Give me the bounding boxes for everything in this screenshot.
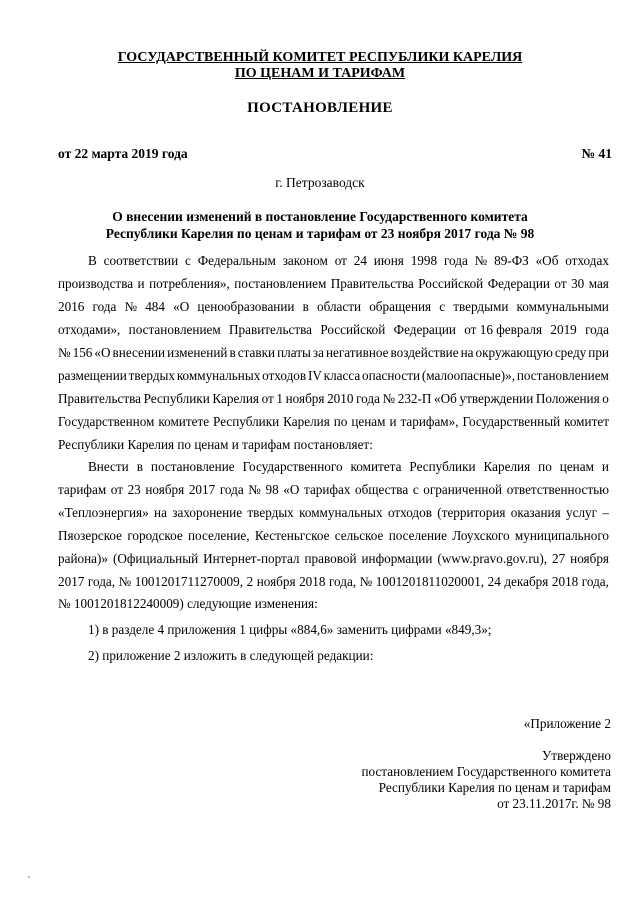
word: постановлением bbox=[516, 368, 609, 383]
word: Правительства bbox=[229, 322, 313, 337]
word: в bbox=[302, 299, 309, 314]
word: комитет bbox=[564, 414, 609, 429]
approved-by-line2: Республики Карелия по ценам и тарифам bbox=[378, 780, 611, 795]
word: № bbox=[58, 345, 71, 360]
word: о bbox=[602, 391, 609, 406]
word: IV bbox=[307, 368, 322, 383]
justified-line bbox=[58, 345, 609, 361]
word: комитета bbox=[350, 459, 402, 474]
word: опасности bbox=[362, 368, 421, 383]
word: постановлением bbox=[128, 322, 221, 337]
word: области bbox=[316, 299, 362, 314]
word: (территория bbox=[437, 505, 506, 520]
word: поселение bbox=[388, 528, 447, 543]
word: ограниченной bbox=[423, 482, 503, 497]
word: 156 bbox=[72, 345, 93, 360]
word: отходах bbox=[565, 253, 609, 268]
word: постановление bbox=[150, 459, 235, 474]
word: и bbox=[389, 414, 397, 429]
word: с bbox=[185, 253, 191, 268]
word: соответствии bbox=[103, 253, 179, 268]
word: 30 bbox=[571, 276, 585, 291]
word: года bbox=[585, 322, 609, 337]
word: № bbox=[359, 574, 373, 589]
org-name-line2: ПО ЦЕНАМ И ТАРИФАМ bbox=[234, 66, 406, 81]
word: размещении bbox=[58, 368, 127, 383]
document-number: № 41 bbox=[581, 146, 612, 161]
word: года bbox=[219, 482, 244, 497]
word: негативное bbox=[325, 345, 389, 360]
word: коммунальными bbox=[516, 299, 609, 314]
word: ценам bbox=[351, 414, 386, 429]
word: от bbox=[554, 276, 567, 291]
word: окружающую bbox=[475, 345, 553, 360]
word: 24 bbox=[487, 574, 501, 589]
word: ценам bbox=[559, 459, 594, 474]
word: 2 bbox=[246, 574, 254, 589]
word: 1001201711270009, bbox=[134, 574, 244, 589]
word: 232-П bbox=[397, 391, 432, 406]
approved-by-line1: постановлением Государственного комитета bbox=[361, 764, 611, 779]
word: 24 bbox=[353, 253, 367, 268]
word: постановлением bbox=[234, 276, 327, 291]
word: платы bbox=[277, 345, 311, 360]
word: Государственном bbox=[58, 414, 155, 429]
word: «Теплоэнергия» bbox=[58, 505, 149, 520]
word: обращения bbox=[369, 299, 432, 314]
word: среду bbox=[554, 345, 587, 360]
word: при bbox=[588, 345, 609, 360]
word: ноября bbox=[285, 391, 325, 406]
word: оказания bbox=[510, 505, 561, 520]
word: года, bbox=[328, 574, 357, 589]
word: Государственный bbox=[462, 414, 561, 429]
word: – bbox=[602, 505, 609, 520]
paragraph-2-last-line: № 1001201812240009) следующие изменения: bbox=[58, 596, 318, 611]
word: производства bbox=[58, 276, 134, 291]
word: твердыми bbox=[453, 299, 509, 314]
word: Лоухского bbox=[452, 528, 510, 543]
word: ответственностью bbox=[506, 482, 609, 497]
word: июня bbox=[373, 253, 404, 268]
word: 2018 bbox=[551, 574, 579, 589]
word: Правительства bbox=[58, 391, 141, 406]
word: года bbox=[356, 391, 380, 406]
word: поселение, bbox=[188, 528, 250, 543]
word: ценообразовании bbox=[197, 299, 295, 314]
subject-line2: Республики Карелия по ценам и тарифам от 23 ноября 2017 года № 98 bbox=[105, 226, 535, 241]
word: 2017 bbox=[188, 482, 216, 497]
word: ноября bbox=[256, 574, 296, 589]
word: года bbox=[443, 253, 468, 268]
word: Правительства bbox=[330, 276, 414, 291]
word: твердых bbox=[128, 368, 176, 383]
word: внесении bbox=[112, 345, 166, 360]
word: от bbox=[334, 253, 347, 268]
approved-by-line3: от 23.11.2017г. № 98 bbox=[497, 796, 611, 811]
word: информации bbox=[361, 551, 433, 566]
word: «О bbox=[283, 482, 300, 497]
word: изменений bbox=[167, 345, 228, 360]
word: Карелия bbox=[483, 459, 531, 474]
word: 2018 bbox=[299, 574, 326, 589]
word: захоронение bbox=[172, 505, 243, 520]
document-city: г. Петрозаводск bbox=[275, 175, 365, 190]
word: потребления», bbox=[149, 276, 230, 291]
word: 98 bbox=[265, 482, 279, 497]
word: за bbox=[312, 345, 324, 360]
word: утверждении bbox=[459, 391, 534, 406]
word: тарифам bbox=[58, 482, 107, 497]
document-date: от 22 марта 2019 года bbox=[58, 146, 188, 161]
word: Федерации bbox=[393, 322, 456, 337]
subject-line1: О внесении изменений в постановление Государственного комитета bbox=[112, 209, 528, 224]
word: Кестеньгское bbox=[254, 528, 330, 543]
scan-speck bbox=[28, 876, 30, 878]
word: тарифам», bbox=[400, 414, 459, 429]
word: В bbox=[88, 253, 97, 268]
word: № bbox=[474, 253, 488, 268]
justified-line bbox=[88, 459, 609, 475]
word: 484 bbox=[145, 299, 165, 314]
word: с bbox=[412, 482, 419, 497]
word: на bbox=[154, 505, 167, 520]
word: законом bbox=[282, 253, 328, 268]
justified-line bbox=[58, 368, 609, 384]
word: в bbox=[229, 345, 236, 360]
word: отходов bbox=[387, 505, 432, 520]
appendix-label: «Приложение 2 bbox=[523, 716, 611, 731]
word: № bbox=[248, 482, 261, 497]
word: ставки bbox=[237, 345, 276, 360]
paragraph-1-last-line: Республики Карелия по ценам и тарифам постановляет: bbox=[58, 437, 373, 452]
word: отходов bbox=[262, 368, 307, 383]
word: сельское bbox=[334, 528, 384, 543]
word: 2017 bbox=[58, 574, 85, 589]
word: 1998 bbox=[410, 253, 438, 268]
word: «О bbox=[94, 345, 111, 360]
word: ноября bbox=[145, 482, 185, 497]
word: 89-ФЗ bbox=[494, 253, 529, 268]
word: с bbox=[439, 299, 446, 314]
justified-line bbox=[58, 299, 609, 315]
word: № bbox=[124, 299, 138, 314]
org-name-line1: ГОСУДАРСТВЕННЫЙ КОМИТЕТ РЕСПУБЛИКИ КАРЕЛИЯ bbox=[117, 50, 523, 65]
word: «Об bbox=[434, 391, 457, 406]
word: декабря bbox=[504, 574, 549, 589]
word: 2010 bbox=[327, 391, 354, 406]
word: услуг bbox=[566, 505, 598, 520]
justified-line bbox=[58, 482, 609, 498]
word: года, bbox=[87, 574, 116, 589]
justified-line bbox=[58, 551, 609, 567]
word: Внести bbox=[88, 459, 129, 474]
word: (www.pravo.gov.ru), bbox=[437, 551, 548, 566]
word: Республики bbox=[409, 459, 476, 474]
word: комитете bbox=[158, 414, 210, 429]
word: года bbox=[92, 299, 117, 314]
word: «О bbox=[173, 299, 190, 314]
word: на bbox=[460, 345, 474, 360]
word: 1 bbox=[276, 391, 284, 406]
justified-line bbox=[58, 414, 609, 430]
word: коммунальных bbox=[176, 368, 261, 383]
word: и bbox=[137, 276, 145, 291]
word: и bbox=[601, 459, 609, 474]
word: отходами», bbox=[58, 322, 121, 337]
word: ноября bbox=[570, 551, 609, 566]
word: Карелия bbox=[212, 391, 260, 406]
justified-line bbox=[58, 574, 609, 590]
word: года, bbox=[581, 574, 609, 589]
word: тарифах bbox=[304, 482, 351, 497]
word: Федеральным bbox=[197, 253, 276, 268]
word: от bbox=[261, 391, 274, 406]
word: Интернет-портал bbox=[203, 551, 300, 566]
justified-line bbox=[58, 528, 609, 544]
word: Российской bbox=[320, 322, 386, 337]
word: (малоопасные)», bbox=[421, 368, 516, 383]
word: Российской bbox=[418, 276, 484, 291]
change-item-1: 1) в разделе 4 приложения 1 цифры «884,6» заменить цифрами «849,3»; bbox=[88, 622, 492, 637]
word: в bbox=[136, 459, 143, 474]
word: твердых bbox=[247, 505, 294, 520]
word: «Об bbox=[535, 253, 559, 268]
word: от bbox=[110, 482, 123, 497]
word: воздействие bbox=[390, 345, 459, 360]
word: Республики bbox=[143, 391, 210, 406]
word: 2016 bbox=[58, 299, 85, 314]
word: коммунальных bbox=[299, 505, 383, 520]
document-subject bbox=[0, 208, 640, 242]
word: 2019 bbox=[550, 322, 577, 337]
word: по bbox=[333, 414, 348, 429]
word: мая bbox=[588, 276, 609, 291]
word: Пяозерское bbox=[58, 528, 123, 543]
justified-line bbox=[58, 276, 609, 292]
change-item-2: 2) приложение 2 изложить в следующей редакции: bbox=[88, 648, 374, 663]
word: Положения bbox=[535, 391, 600, 406]
word: муниципального bbox=[514, 528, 609, 543]
word: (Официальный bbox=[112, 551, 199, 566]
word: класса bbox=[323, 368, 361, 383]
word: правовой bbox=[304, 551, 357, 566]
document-type-title: ПОСТАНОВЛЕНИЕ bbox=[247, 100, 393, 116]
word: № bbox=[382, 391, 396, 406]
justified-line bbox=[58, 505, 609, 521]
word: № bbox=[118, 574, 132, 589]
word: 23 bbox=[127, 482, 141, 497]
justified-line bbox=[58, 391, 609, 407]
word: общества bbox=[355, 482, 409, 497]
word: городское bbox=[127, 528, 183, 543]
word: Государственного bbox=[242, 459, 343, 474]
justified-line bbox=[88, 253, 609, 269]
word: Карелия bbox=[283, 414, 330, 429]
word: района)» bbox=[58, 551, 108, 566]
word: по bbox=[538, 459, 552, 474]
word: от 16 февраля bbox=[464, 322, 543, 337]
word: 27 bbox=[551, 551, 566, 566]
word: Республики bbox=[213, 414, 280, 429]
approved-label: Утверждено bbox=[541, 748, 611, 763]
justified-line bbox=[58, 322, 609, 338]
word: Федерации bbox=[487, 276, 550, 291]
word: 1001201811020001, bbox=[375, 574, 485, 589]
